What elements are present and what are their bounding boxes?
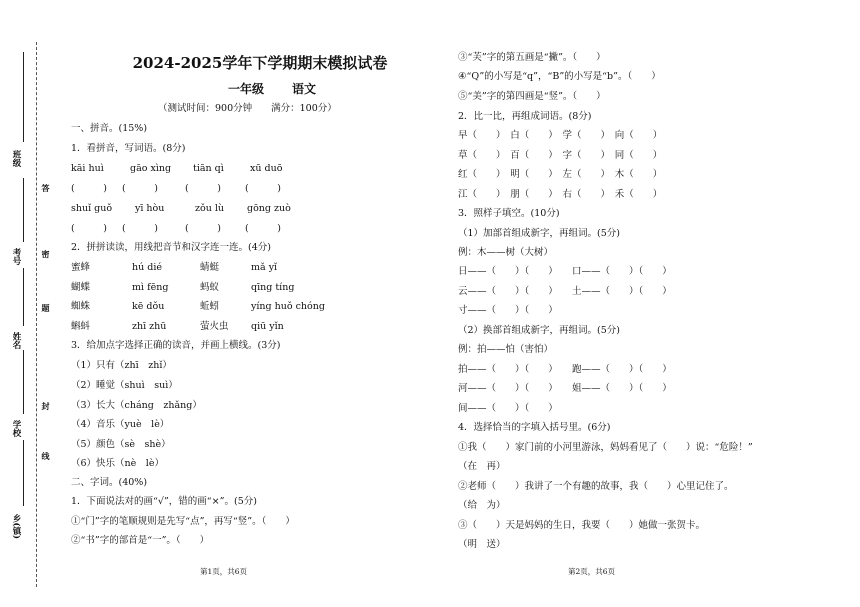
pinyin-item: gōng zuò [247,203,291,214]
match-pinyin[interactable]: qīng tíng [251,282,295,293]
match-hanzi[interactable]: 蚯蚓 [200,301,220,312]
page-number-left: 第1页，共6页 [200,567,248,576]
answer-blank[interactable]: ( ) [245,183,281,194]
field-name-line[interactable] [23,268,24,326]
match-hanzi[interactable]: 蜜蜂 [71,262,91,273]
q1-1-heading: 1．看拼音，写词语。(8分) [71,143,186,154]
judge-item[interactable]: ③“芙”字的第五画是“撇”。（ ） [458,52,606,63]
compare-row[interactable]: 早（ ） 白（ ） 学（ ） 向（ ） [458,130,663,141]
page-title: 2024-2025学年下学期期末模拟试卷 [132,54,388,72]
answer-blank[interactable]: ( ) [71,223,107,234]
pinyin-item: shuǐ guǒ [71,203,113,214]
seal-mark-feng: 封 [41,402,51,410]
answer-blank[interactable]: ( ) [71,183,107,194]
seal-mark-mi: 密 [41,250,51,258]
field-school-label: 学校 [11,420,21,437]
seal-mark-ti: 题 [41,304,51,312]
fill-row[interactable]: 河——（ ）（ ） 姐——（ ）（ ） [458,383,672,394]
choice-options: （明 送） [458,539,506,550]
q2-1-heading: 1．下面说法对的画“√”，错的画“×”。(5分) [71,496,257,507]
page-number-right: 第2页，共6页 [568,567,616,576]
subject-label: 语文 [292,82,317,96]
reading-choice[interactable]: （1）只有（zhī zhǐ） [71,360,172,371]
seal-mark-da: 答 [41,184,51,192]
compare-row[interactable]: 草（ ） 百（ ） 字（ ） 同（ ） [458,150,663,161]
choice-sentence[interactable]: ②老师（ ）我讲了一个有趣的故事，我（ ）心里记住了。 [458,481,734,492]
field-name-label: 姓名 [11,332,21,349]
match-hanzi[interactable]: 萤火虫 [200,321,229,332]
q2-2-heading: 2．比一比，再组成词语。(8分) [458,111,592,122]
seal-mark-xian: 线 [41,452,51,460]
reading-choice[interactable]: （3）长大（cháng zhǎng） [71,400,202,411]
reading-choice[interactable]: （6）快乐（nè lè） [71,458,164,469]
match-pinyin[interactable]: zhī zhū [132,321,167,332]
section-2-heading: 二、字词。(40%) [71,477,148,488]
answer-blank[interactable]: ( ) [122,223,158,234]
match-hanzi[interactable]: 蜘蛛 [71,301,91,312]
fill-row[interactable]: 云——（ ）（ ） 土——（ ）（ ） [458,286,672,297]
section-1-heading: 一、拼音。(15%) [71,123,148,134]
match-hanzi[interactable]: 蜻蜓 [200,262,220,273]
choice-options: （给 为） [458,500,506,511]
reading-choice[interactable]: （5）颜色（sè shè） [71,439,171,450]
pinyin-item: gāo xìng [130,163,172,174]
match-pinyin[interactable]: qiū yǐn [251,321,284,332]
pinyin-item: zǒu lù [195,203,225,214]
field-exam-no-line[interactable] [23,178,24,242]
compare-row[interactable]: 红（ ） 明（ ） 左（ ） 木（ ） [458,169,663,180]
fill-row[interactable]: 拍——（ ）（ ） 跑——（ ）（ ） [458,364,672,375]
judge-item[interactable]: ⑤“美”字的第四画是“竖”。（ ） [458,91,606,102]
fill-row[interactable]: 寸——（ ）（ ） [458,305,558,316]
answer-blank[interactable]: ( ) [185,223,221,234]
field-town-line[interactable] [23,440,24,506]
fill-row[interactable]: 间——（ ）（ ） [458,403,558,414]
answer-blank[interactable]: ( ) [185,183,221,194]
q2-3-1-heading: （1）加部首组成新字，再组词。(5分) [458,228,621,239]
compare-row[interactable]: 江（ ） 朋（ ） 右（ ） 禾（ ） [458,189,663,200]
match-pinyin[interactable]: kē dǒu [132,301,165,312]
cut-line [36,42,37,587]
answer-blank[interactable]: ( ) [122,183,158,194]
fill-row[interactable]: 日——（ ）（ ） 口——（ ）（ ） [458,266,672,277]
match-pinyin[interactable]: hú dié [132,262,162,273]
reading-choice[interactable]: （2）睡觉（shuì suì） [71,380,178,391]
field-school-line[interactable] [23,350,24,414]
q2-3-heading: 3．照样子填空。(10分) [458,208,560,219]
choice-sentence[interactable]: ①我（ ）家门前的小河里游泳，妈妈看见了（ ）说：“危险！” [458,442,753,453]
choice-options: （在 再） [458,461,506,472]
field-exam-no-label: 考号 [11,248,21,265]
pinyin-item: xū duō [250,163,283,174]
judge-item[interactable]: ①“门”字的笔顺规则是先写“点”，再写“竖”。（ ） [71,516,295,527]
field-class-label: 班级 [11,150,21,167]
pinyin-item: kāi huì [71,163,104,174]
judge-item[interactable]: ④“Q”的小写是“q”，“B”的小写是“b”。（ ） [458,71,661,82]
match-pinyin[interactable]: mì fēng [132,282,169,293]
exam-info: （测试时间：900分钟 满分：100分） [158,103,337,114]
match-hanzi[interactable]: 蝴蝶 [71,282,91,293]
match-hanzi[interactable]: 蚂蚁 [200,282,220,293]
pinyin-item: tiān qì [193,163,224,174]
match-hanzi[interactable]: 蝌蚪 [71,321,91,332]
q2-3-2-heading: （2）换部首组成新字，再组词。(5分) [458,325,621,336]
grade-label: 一年级 [228,82,265,96]
example-line: 例：木——树（大树） [458,247,554,258]
field-town-label: 乡(镇) [11,514,21,540]
reading-choice[interactable]: （4）音乐（yuè lè） [71,419,170,430]
pinyin-item: yī hòu [135,203,165,214]
q1-3-heading: 3．给加点字选择正确的读音，并画上横线。(3分) [71,340,281,351]
match-pinyin[interactable]: mǎ yǐ [251,262,278,273]
q2-4-heading: 4．选择恰当的字填入括号里。(6分) [458,422,611,433]
q1-2-heading: 2．拼拼读读，用线把音节和汉字连一连。(4分) [71,242,272,253]
binding-strip [0,0,51,607]
answer-blank[interactable]: ( ) [245,223,281,234]
judge-item[interactable]: ②“书”字的部首是“一”。（ ） [71,535,210,546]
choice-sentence[interactable]: ③（ ）天是妈妈的生日，我要（ ）她做一张贺卡。 [458,520,706,531]
example-line: 例：拍——怕（害怕） [458,344,554,355]
match-pinyin[interactable]: yíng huǒ chóng [251,301,325,312]
